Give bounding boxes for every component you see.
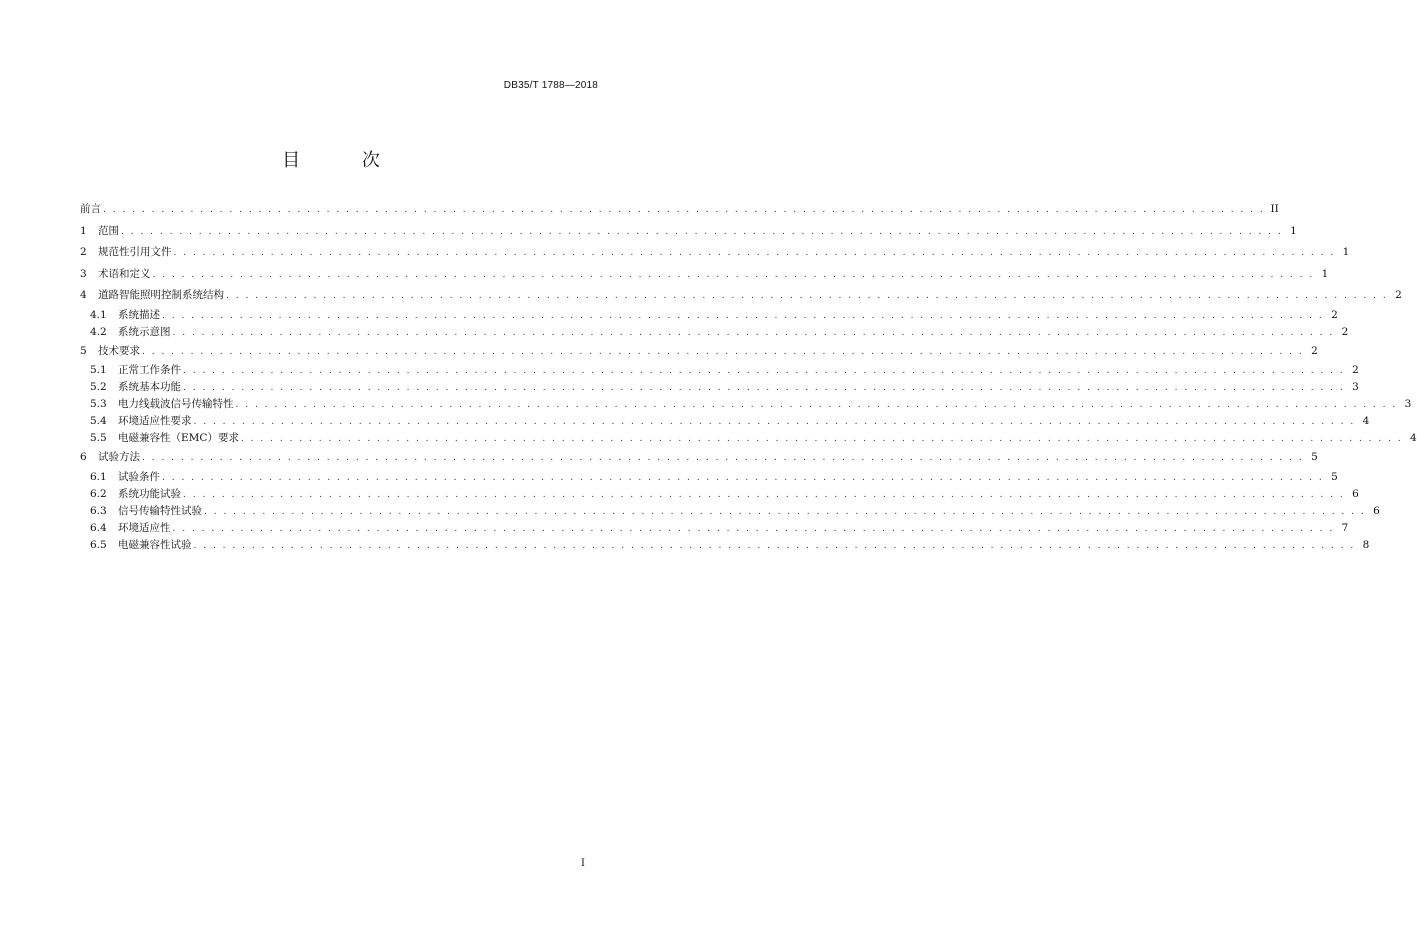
toc-entry-number: 5.2 (90, 381, 107, 393)
dot-leader: . . . . . . . . . . . . . . . . . . . . . . . . . . . . . . . . . . . . . . . . . . . . . . . . . . . . . . . . . . . . . . . . . . . . . . . . . . . . . . . . . . . . . . . . . . . . . . . . . . . . . . . . . . . . . . . . . . . . . . . . (183, 489, 1345, 500)
toc-entry-number: 2 (80, 246, 87, 258)
toc-entry[interactable] (80, 413, 1370, 430)
toc-entry-label: 正常工作条件 (118, 364, 181, 376)
standard-code: DB35/T 1788—2018 (503, 80, 598, 91)
dot-leader: . . . . . . . . . . . . . . . . . . . . . . . . . . . . . . . . . . . . . . . . . . . . . . . . . . . . . . . . . . . . . . . . . . . . . . . . . . . . . . . . . . . . . . . . . . . . . . . . . . . . . . . . . . . . . . . . . . . . . . . . (226, 291, 1388, 301)
page-number: I (581, 858, 585, 869)
toc-entry-number: 6 (80, 451, 87, 463)
toc-entry-label: 电力线载波信号传输特性 (118, 398, 234, 410)
toc-entry-number: 6.3 (90, 504, 107, 517)
toc-entry-label: 术语和定义 (98, 267, 151, 280)
toc-entry[interactable] (80, 520, 1349, 537)
dot-leader: . . . . . . . . . . . . . . . . . . . . . . . . . . . . . . . . . . . . . . . . . . . . . . . . . . . . . . . . . . . . . . . . . . . . . . . . . . . . . . . . . . . . . . . . . . . . . . . . . . . . . . . . . . . . . . . . . . . . . . . . (183, 366, 1345, 376)
toc-entry-label: 电磁兼容性（EMC）要求 (118, 432, 239, 444)
toc-entry-label: 电磁兼容性试验 (118, 538, 192, 551)
toc-entry-number: 4.1 (90, 308, 107, 321)
toc-entry-page: II (1270, 203, 1279, 215)
toc-entry[interactable] (80, 324, 1349, 341)
toc-entry-page: 1 (1321, 267, 1329, 280)
dot-leader: . . . . . . . . . . . . . . . . . . . . . . . . . . . . . . . . . . . . . . . . . . . . . . . . . . . . . . . . . . . . . . . . . . . . . . . . . . . . . . . . . . . . . . . . . . . . . . . . . . . . . . . . . . . . . . . . . . . . . . . . (183, 383, 1345, 393)
toc-entry-page: 8 (1362, 538, 1370, 551)
toc-entry-number: 6.4 (90, 521, 107, 534)
toc-entry[interactable] (80, 307, 1338, 324)
toc-entry-page: 1 (1342, 246, 1350, 258)
toc-entry-page: 2 (1352, 364, 1359, 376)
toc-entry-page: 4 (1362, 415, 1370, 427)
dot-leader: . . . . . . . . . . . . . . . . . . . . . . . . . . . . . . . . . . . . . . . . . . . . . . . . . . . . . . . . . . . . . . . . . . . . . . . . . . . . . . . . . . . . . . . . . . . . . . . . . . . . . . . . . . . . . . . . . . . . . . . . (142, 346, 1304, 357)
table-of-contents (80, 199, 1417, 554)
toc-entry-label: 信号传输特性试验 (118, 504, 202, 517)
toc-entry-label: 环境适应性要求 (118, 415, 192, 427)
dot-leader: . . . . . . . . . . . . . . . . . . . . . . . . . . . . . . . . . . . . . . . . . . . . . . . . . . . . . . . . . . . . . . . . . . . . . . . . . . . . . . . . . . . . . . . . . . . . . . . . . . . . . . . . . . . . . . . . . . . . . . . . (193, 417, 1356, 427)
toc-entry-number: 1 (80, 224, 87, 237)
toc-entry[interactable] (80, 199, 1279, 221)
toc-entry-page: 1 (1290, 224, 1297, 237)
toc-entry-label: 试验条件 (118, 470, 160, 483)
dot-leader: . . . . . . . . . . . . . . . . . . . . . . . . . . . . . . . . . . . . . . . . . . . . . . . . . . . . . . . . . . . . . . . . . . . . . . . . . . . . . . . . . . . . . . . . . . . . . . . . . . . . . . . . . . . . . . . . . . . . . . . . (172, 523, 1335, 534)
dot-leader: . . . . . . . . . . . . . . . . . . . . . . . . . . . . . . . . . . . . . . . . . . . . . . . . . . . . . . . . . . . . . . . . . . . . . . . . . . . . . . . . . . . . . . . . . . . . . . . . . . . . . . . . . . . . . . . . . . . . . . . . (121, 226, 1283, 237)
toc-entry-number: 6.1 (90, 470, 107, 483)
toc-entry-page: 2 (1311, 344, 1318, 357)
toc-entry-number: 5.4 (90, 415, 107, 427)
toc-entry-page: 4 (1410, 432, 1417, 444)
toc-entry-number: 5.1 (90, 364, 107, 376)
toc-entry[interactable] (80, 447, 1318, 469)
toc-entry[interactable] (80, 242, 1350, 264)
toc-entry-label: 技术要求 (98, 344, 140, 357)
toc-entry-label: 系统功能试验 (118, 487, 181, 500)
toc-entry-page: 2 (1331, 308, 1338, 321)
toc-entry-number: 4 (80, 289, 87, 301)
toc-entry-label: 规范性引用文件 (98, 246, 172, 258)
toc-entry-page: 5 (1311, 451, 1318, 463)
toc-entry[interactable] (80, 503, 1380, 520)
dot-leader: . . . . . . . . . . . . . . . . . . . . . . . . . . . . . . . . . . . . . . . . . . . . . . . . . . . . . . . . . . . . . . . . . . . . . . . . . . . . . . . . . . . . . . . . . . . . . . . . . . . . . . . . . . . . . . . . . . . . . . . . (142, 453, 1304, 463)
toc-entry-label: 试验方法 (98, 451, 140, 463)
toc-entry[interactable] (80, 285, 1402, 307)
toc-entry[interactable] (80, 396, 1412, 413)
toc-entry[interactable] (80, 430, 1417, 447)
dot-leader: . . . . . . . . . . . . . . . . . . . . . . . . . . . . . . . . . . . . . . . . . . . . . . . . . . . . . . . . . . . . . . . . . . . . . . . . . . . . . . . . . . . . . . . . . . . . . . . . . . . . . . . . . . . . . . . . . . . . . . . . (193, 540, 1356, 551)
toc-entry-label: 系统示意图 (118, 325, 171, 338)
toc-entry[interactable] (80, 264, 1329, 286)
dot-leader: . . . . . . . . . . . . . . . . . . . . . . . . . . . . . . . . . . . . . . . . . . . . . . . . . . . . . . . . . . . . . . . . . . . . . . . . . . . . . . . . . . . . . . . . . . . . . . . . . . . . . . . . . . . . . . . . . . . . . . . . (162, 310, 1324, 321)
dot-leader: . . . . . . . . . . . . . . . . . . . . . . . . . . . . . . . . . . . . . . . . . . . . . . . . . . . . . . . . . . . . . . . . . . . . . . . . . . . . . . . . . . . . . . . . . . . . . . . . . . . . . . . . . . . . . . . . . . . . . . . . (162, 472, 1324, 483)
page-title: 目 次 (282, 150, 408, 171)
toc-entry[interactable] (80, 341, 1318, 363)
toc-entry-page: 6 (1352, 487, 1359, 500)
toc-entry[interactable] (80, 362, 1359, 379)
toc-entry[interactable] (80, 379, 1359, 396)
toc-entry-label: 前言 (80, 203, 101, 215)
toc-entry[interactable] (80, 486, 1359, 503)
dot-leader: . . . . . . . . . . . . . . . . . . . . . . . . . . . . . . . . . . . . . . . . . . . . . . . . . . . . . . . . . . . . . . . . . . . . . . . . . . . . . . . . . . . . . . . . . . . . . . . . . . . . . . . . . . . . . . . . . . . . . . . . (240, 434, 1403, 444)
toc-entry-page: 2 (1341, 325, 1349, 338)
toc-entry-label: 范围 (98, 224, 119, 237)
toc-entry-number: 5 (80, 344, 87, 357)
toc-entry-page: 6 (1373, 504, 1380, 517)
dot-leader: . . . . . . . . . . . . . . . . . . . . . . . . . . . . . . . . . . . . . . . . . . . . . . . . . . . . . . . . . . . . . . . . . . . . . . . . . . . . . . . . . . . . . . . . . . . . . . . . . . . . . . . . . . . . . . . . . . . . . . . . (172, 327, 1335, 338)
dot-leader: . . . . . . . . . . . . . . . . . . . . . . . . . . . . . . . . . . . . . . . . . . . . . . . . . . . . . . . . . . . . . . . . . . . . . . . . . . . . . . . . . . . . . . . . . . . . . . . . . . . . . . . . . . . . . . . . . . . . . . . . (204, 506, 1366, 517)
toc-entry-number: 4.2 (90, 325, 107, 338)
toc-entry-label: 环境适应性 (118, 521, 171, 534)
toc-entry-page: 7 (1341, 521, 1349, 534)
toc-entry-label: 系统基本功能 (118, 381, 181, 393)
toc-entry-label: 系统描述 (118, 308, 160, 321)
toc-entry[interactable] (80, 469, 1338, 486)
toc-entry-label: 道路智能照明控制系统结构 (98, 289, 224, 301)
dot-leader: . . . . . . . . . . . . . . . . . . . . . . . . . . . . . . . . . . . . . . . . . . . . . . . . . . . . . . . . . . . . . . . . . . . . . . . . . . . . . . . . . . . . . . . . . . . . . . . . . . . . . . . . . . . . . . . . . . . . . . . . (103, 205, 1265, 215)
toc-entry[interactable] (80, 537, 1370, 554)
toc-entry-page: 2 (1395, 289, 1402, 301)
toc-entry-page: 5 (1331, 470, 1338, 483)
dot-leader: . . . . . . . . . . . . . . . . . . . . . . . . . . . . . . . . . . . . . . . . . . . . . . . . . . . . . . . . . . . . . . . . . . . . . . . . . . . . . . . . . . . . . . . . . . . . . . . . . . . . . . . . . . . . . . . . . . . . . . . . (173, 248, 1336, 258)
toc-entry-number: 5.5 (90, 432, 107, 444)
toc-entry-page: 3 (1352, 381, 1359, 393)
dot-leader: . . . . . . . . . . . . . . . . . . . . . . . . . . . . . . . . . . . . . . . . . . . . . . . . . . . . . . . . . . . . . . . . . . . . . . . . . . . . . . . . . . . . . . . . . . . . . . . . . . . . . . . . . . . . . . . . . . . . . . . . (152, 269, 1315, 280)
toc-entry-number: 6.5 (90, 538, 107, 551)
toc-entry-page: 3 (1404, 398, 1412, 410)
toc-entry-number: 3 (80, 267, 87, 280)
dot-leader: . . . . . . . . . . . . . . . . . . . . . . . . . . . . . . . . . . . . . . . . . . . . . . . . . . . . . . . . . . . . . . . . . . . . . . . . . . . . . . . . . . . . . . . . . . . . . . . . . . . . . . . . . . . . . . . . . . . . . . . . (235, 400, 1398, 410)
toc-entry-number: 6.2 (90, 487, 107, 500)
toc-entry-number: 5.3 (90, 398, 107, 410)
toc-entry[interactable] (80, 221, 1297, 243)
